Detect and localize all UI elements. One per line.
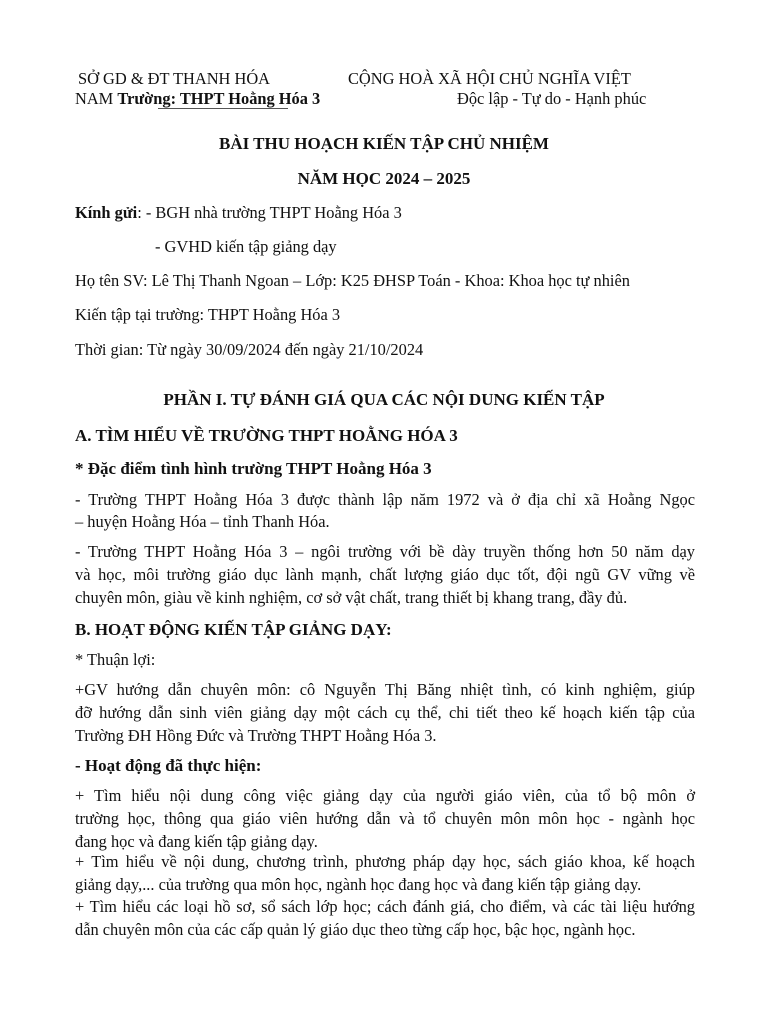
student-info: Họ tên SV: Lê Thị Thanh Ngoan – Lớp: K25 ĐHSP Toán - Khoa: Khoa học tự nhiên (75, 271, 630, 290)
part1-heading: PHẦN I. TỰ ĐÁNH GIÁ QUA CÁC NỘI DUNG KIẾN TẬP (163, 390, 605, 409)
activity2-line1: + Tìm hiểu về nội dung, chương trình, phương pháp dạy học, sách giáo khoa, kế hoạch (75, 852, 695, 871)
header-national-title: CỘNG HOÀ XÃ HỘI CHỦ NGHĨA VIỆT (348, 69, 631, 88)
activity1-line2: trường học, thông qua giáo viên hướng dẫn và tổ chuyên môn môn học - ngành học (75, 809, 695, 828)
school-year: NĂM HỌC 2024 – 2025 (297, 169, 471, 188)
header-school-name: Trường: THPT Hoằng Hóa 3 (117, 89, 321, 108)
adv-line1: +GV hướng dẫn chuyên môn: cô Nguyễn Thị Băng nhiệt tình, có kinh nghiệm, giúp (75, 680, 695, 699)
header-motto: Độc lập - Tự do - Hạnh phúc (457, 89, 647, 108)
school-characteristics-heading: * Đặc điểm tình hình trường THPT Hoằng Hóa 3 (75, 459, 432, 478)
internship-school: Kiến tập tại trường: THPT Hoằng Hóa 3 (75, 305, 341, 324)
para1-line2: – huyện Hoằng Hóa – tỉnh Thanh Hóa. (75, 512, 330, 531)
activity1-line1: + Tìm hiểu nội dung công việc giảng dạy của người giáo viên, của tổ bộ môn ở (75, 786, 695, 805)
recipients-label: Kính gửi (75, 203, 138, 222)
header-underline (158, 108, 288, 109)
adv-line3: Trường ĐH Hồng Đức và Trường THPT Hoằng Hóa 3. (75, 726, 437, 745)
section-b-heading: B. HOẠT ĐỘNG KIẾN TẬP GIẢNG DẠY: (75, 620, 392, 639)
activity2-line2: giảng dạy,... của trường qua môn học, ngành học đang học và đang kiến tập giảng dạy. (75, 875, 642, 894)
recipient-1: : - BGH nhà trường THPT Hoằng Hóa 3 (137, 203, 402, 222)
para1-line1: - Trường THPT Hoằng Hóa 3 được thành lập năm 1972 và ở địa chỉ xã Hoằng Ngọc (75, 490, 695, 509)
advantages-label: * Thuận lợi: (75, 650, 156, 669)
recipient-2: - GVHD kiến tập giảng dạy (155, 237, 337, 256)
activity3-line1: + Tìm hiểu các loại hồ sơ, sổ sách lớp học; cách đánh giá, cho điểm, và các tài liệu hướng (75, 897, 695, 916)
header-nam: NAM (75, 89, 114, 108)
adv-line2: đỡ hướng dẫn sinh viên giảng dạy một cách cụ thể, chi tiết theo kế hoạch kiến tập của (75, 703, 695, 722)
para2-line2: và học, môi trường giáo dục lành mạnh, chất lượng giáo dục tốt, đội ngũ GV vững về (75, 565, 695, 584)
activity3-line2: dẫn chuyên môn của các cấp quản lý giáo dục theo từng cấp học, bậc học, ngành học. (75, 920, 636, 939)
para2-line1: - Trường THPT Hoằng Hóa 3 – ngôi trường với bề dày truyền thống hơn 50 năm dạy (75, 542, 695, 561)
document-title: BÀI THU HOẠCH KIẾN TẬP CHỦ NHIỆM (219, 134, 549, 153)
section-a-heading: A. TÌM HIỂU VỀ TRƯỜNG THPT HOẰNG HÓA 3 (75, 426, 458, 445)
recipients-line (75, 203, 695, 223)
header-department: SỞ GD & ĐT THANH HÓA (78, 69, 270, 88)
internship-time: Thời gian: Từ ngày 30/09/2024 đến ngày 21/10/2024 (75, 340, 424, 359)
activities-heading: - Hoạt động đã thực hiện: (75, 756, 262, 775)
para2-line3: chuyên môn, giàu về kinh nghiệm, cơ sở vật chất, trang thiết bị khang trang, đầy đủ. (75, 588, 628, 607)
activity1-line3: đang học và đang kiến tập giảng dạy. (75, 832, 318, 851)
